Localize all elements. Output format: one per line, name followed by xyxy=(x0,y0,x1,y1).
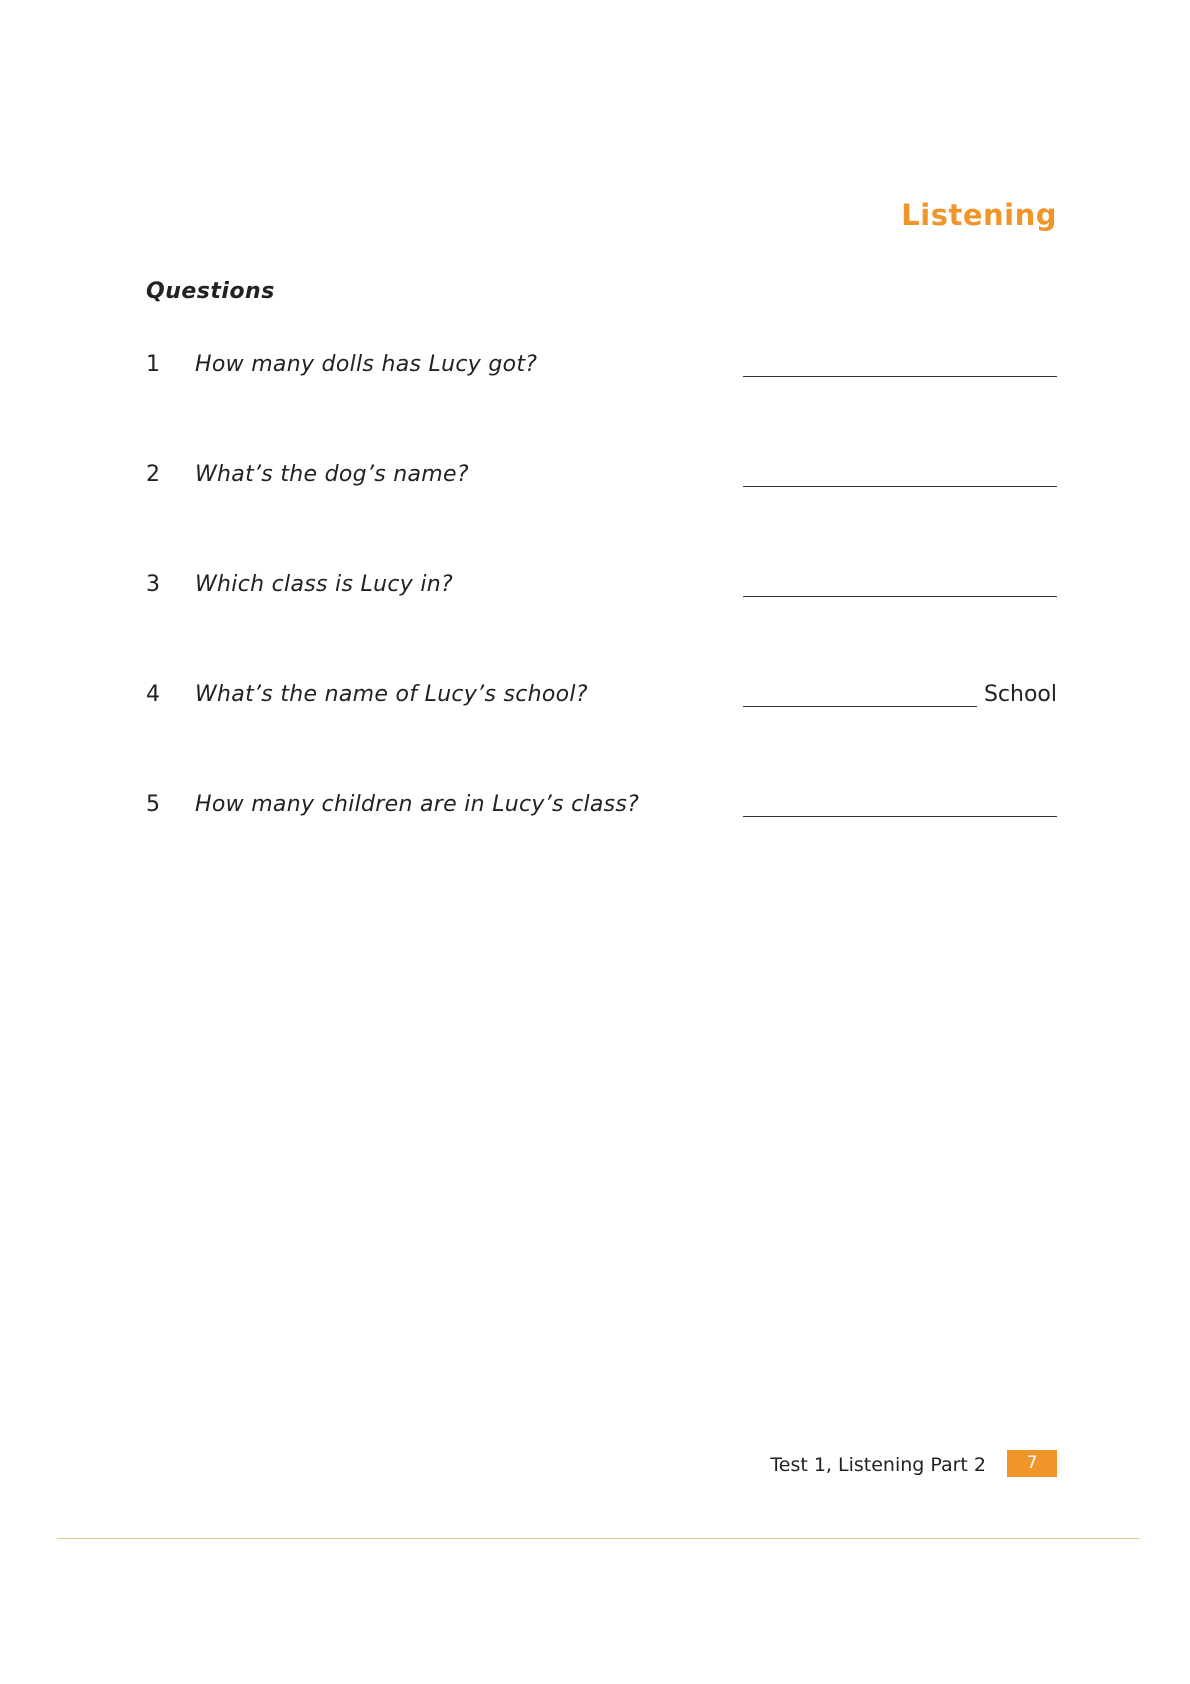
section-title: Listening xyxy=(901,198,1057,232)
question-number: 2 xyxy=(146,462,160,487)
question-row-1 xyxy=(146,349,1057,389)
question-text: What’s the dog’s name? xyxy=(195,462,469,487)
answer-line[interactable] xyxy=(743,706,977,707)
answer-line[interactable] xyxy=(743,376,1057,377)
answer-line[interactable] xyxy=(743,596,1057,597)
answer-line[interactable] xyxy=(743,486,1057,487)
question-text: How many dolls has Lucy got? xyxy=(195,352,538,377)
question-number: 4 xyxy=(146,682,160,707)
questions-heading: Questions xyxy=(146,279,275,304)
answer-suffix: School xyxy=(983,682,1057,707)
question-number: 1 xyxy=(146,352,160,377)
question-text: What’s the name of Lucy’s school? xyxy=(195,682,588,707)
question-row-2 xyxy=(146,459,1057,499)
footer-label: Test 1, Listening Part 2 xyxy=(770,1454,986,1476)
question-number: 3 xyxy=(146,572,160,597)
footer-divider xyxy=(57,1538,1140,1539)
page-number-badge: 7 xyxy=(1007,1450,1057,1477)
question-number: 5 xyxy=(146,792,160,817)
question-row-3 xyxy=(146,569,1057,609)
question-text: How many children are in Lucy’s class? xyxy=(195,792,640,817)
question-row-5 xyxy=(146,789,1057,829)
answer-line[interactable] xyxy=(743,816,1057,817)
question-row-4 xyxy=(146,679,1057,719)
question-text: Which class is Lucy in? xyxy=(195,572,453,597)
